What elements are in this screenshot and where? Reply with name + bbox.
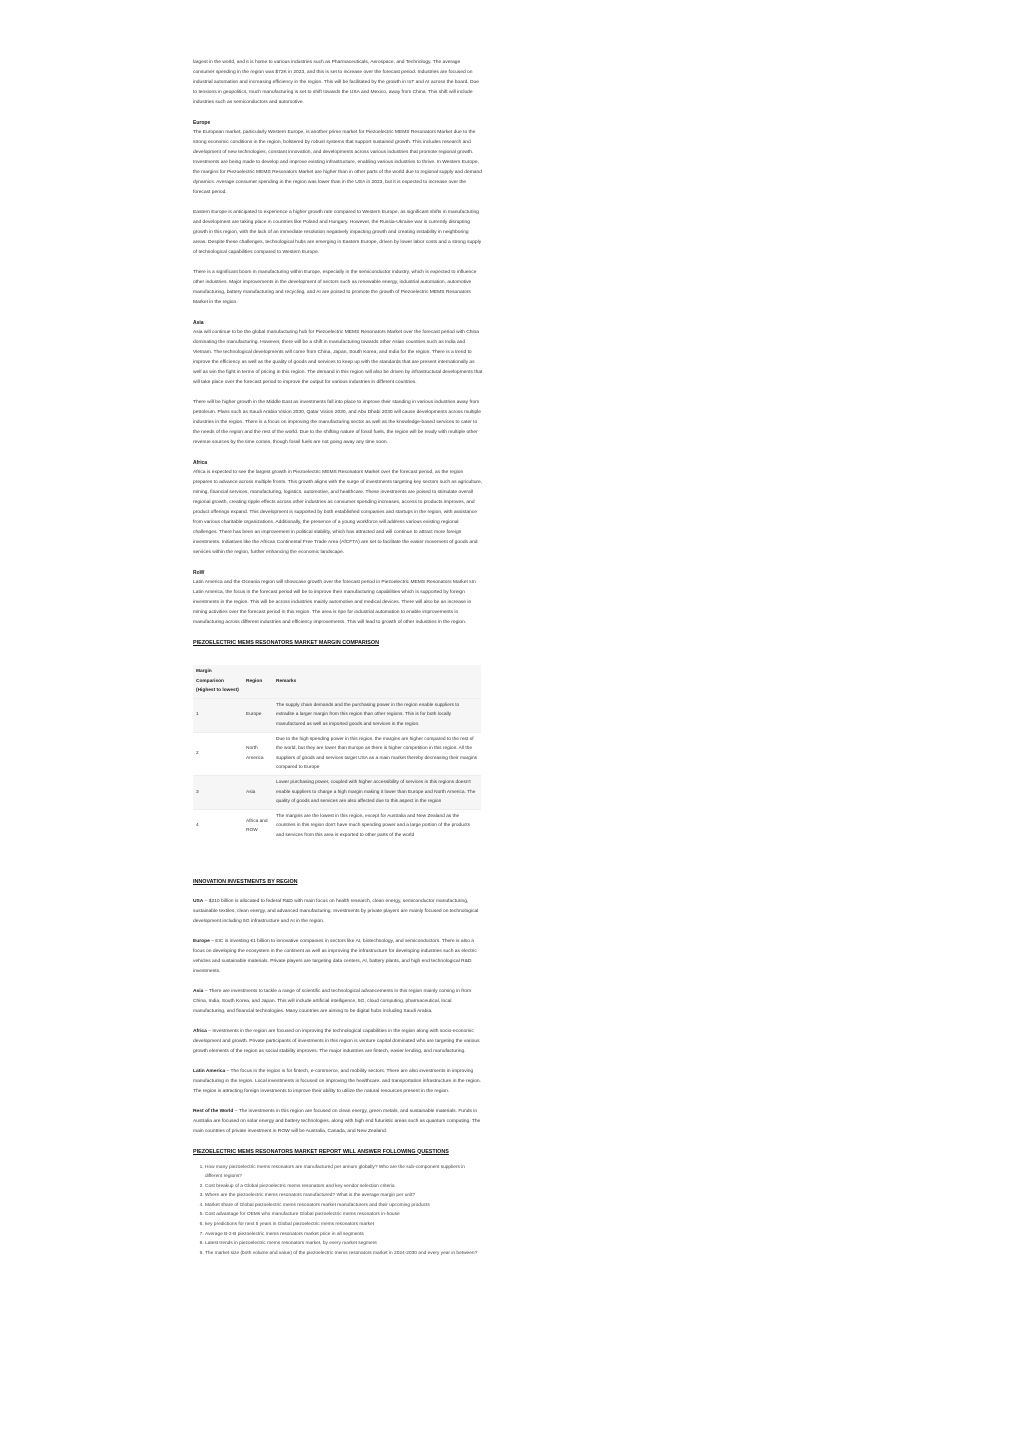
table-header-remarks: Remarks — [273, 665, 481, 698]
innovation-lead: Rest of the World — [193, 1108, 234, 1114]
table-header-region: Region — [243, 665, 273, 698]
table-cell-remarks: The supply chain demands and the purchasing power in the region enable suppliers to extradite a larger margin from this region than other regions. This is for both locally manufactured as well as imported goods and services in the region. — [273, 698, 481, 732]
margin-comparison-table — [193, 665, 481, 843]
innovation-rest-of-world-paragraph — [193, 1107, 483, 1137]
table-cell-region: Africa and ROW — [243, 809, 273, 842]
report-questions-title: PIEZOELECTRIC MEMS RESONATORS MARKET REPORT WILL ANSWER FOLLOWING QUESTIONS — [193, 1148, 449, 1155]
table-cell-region: Asia — [243, 775, 273, 809]
europe-heading: Europe — [193, 120, 211, 126]
row-paragraph: Latin America and the Oceania region will showcase growth over the forecast period in Piezoelectric MEMS Resonators Market sIn Latin America, the focus in the forecast period will be to improve their manufacturing capabilities which is supported by foreign investments in the region. This will be across industries mainly automotive and medical devices. There will also be an increase in mining activities over the forecast period in this region. The area is ripe for industrial automation to enable improvements in manufacturing across different industries and efficiency improvements. This will lead to growth of other industries in the region. — [193, 580, 476, 625]
innovation-asia-paragraph — [193, 987, 483, 1017]
innovation-text: – $210 billion is allocated to federal R&D with main focus on health research, clean energy, semiconductor manufacturing, sustainable textiles, clean energy, and advanced manufacturing. Investments by private players are mainly focused on technological development including 5G infrastructure and AI in the region. — [193, 898, 479, 924]
table-cell-rank: 2 — [193, 732, 243, 775]
list-item: 4. Market share of Global piezoelectric mems resonators market manufacturers and their upcoming products — [205, 1201, 483, 1211]
innovation-lead: Africa — [193, 1028, 207, 1034]
innovation-lead: Latin America — [193, 1068, 226, 1074]
list-item: 8. Latest trends in piezoelectric mems resonators market, by every market segment — [205, 1239, 483, 1249]
questions-list — [193, 1163, 483, 1259]
innovation-text: – Investments in the region are focused on improving the technological capabilities in the region along with socio-economic development and growth. Private participants of investments in this region is venture capital dominated who are targeting the various growth elements of the region as social stability improves. The major industries are fintech, easier lending, and manufacturing. — [193, 1028, 480, 1054]
table-header-row — [193, 665, 481, 698]
list-item: 1. How many piezoelectric mems resonators are manufactured per annum globally? Who are the sub-component suppliers in different regions? — [205, 1163, 483, 1182]
innovation-text: – The investments in this region are focused on clean energy, green metals, and sustainable materials. Funds in Australia are focused on solar energy and battery technologies, along with high end futuristic areas such as quantum computing. The main countries of private investment in ROW will be Australia, Canada, and New Zealand. — [193, 1108, 481, 1134]
list-item: 6. key predictions for next 5 years in Global piezoelectric mems resonators market — [205, 1220, 483, 1230]
asia-heading: Asia — [193, 320, 204, 326]
table-row — [193, 809, 481, 842]
table-cell-remarks: Lower purchasing power, coupled with higher accessibility of services in this regions doesn't enable suppliers to charge a high margin making it lower than Europe and North America. The quality of goods and services are also affected due to this aspect in the region — [273, 775, 481, 809]
table-row — [193, 775, 481, 809]
table-cell-rank: 3 — [193, 775, 243, 809]
margin-comparison-title: PIEZOELECTRIC MEMS RESONATORS MARKET MARGIN COMPARISON — [193, 640, 379, 646]
list-item: 7. Average B-2-B piezoelectric mems resonators market price in all segments — [205, 1230, 483, 1240]
table-header-margin: Margin Comparison (Highest to lowest) — [193, 665, 243, 698]
innovation-lead: Europe — [193, 938, 210, 944]
innovation-text: – EIC is investing €1 billion to innovative companies in sectors like AI, biotechnology, and semiconductors. There is also a focus on developing the ecosystem in the continent as well as improving the infrastructure for developing industries such as electric vehicles and sustainable materials. Private players are targeting data centers, AI, battery plants, and high end technological R&D investments. — [193, 938, 477, 974]
asia-paragraph-2: There will be higher growth in the Middle East as investments fall into place to improve their standing in various industries away from petroleum. Plans such as Saudi Arabia Vision 2030, Qatar Vision 2030, and Abu Dhabi 2030 will cause developments across multiple industries in the region. There is a focus on improving the manufacturing sector as well as the knowledge-based services to cater to the needs of the region and the rest of the world. Due to the shifting nature of fossil fuels, the region will be ready with multiple other revenue sources by the time comes, though fossil fuels are not going away any time soon. — [193, 400, 481, 445]
list-item: 2. Cost breakup of a Global piezoelectric mems resonators and key vendor selection criteria — [205, 1182, 483, 1192]
table-row — [193, 698, 481, 732]
innovation-investments-title: INNOVATION INVESTMENTS BY REGION — [193, 878, 298, 885]
asia-paragraph-1: Asia will continue to be the global manufacturing hub for Piezoelectric MEMS Resonators Market over the forecast period with China dominating the manufacturing. However, there will be a shift in manufacturing towards other Asian countries such as India and Vietnam. The technological developments will come from China, Japan, South Korea, and India for the region. There is a trend to improve the efficiency as well as the quality of goods and services to keep up with the standards that are present internationally as well as win the fight in terms of pricing in this region. The demand in this region will also be driven by infrastructural developments that will take place over the forecast period to improve the output for various industries in different countries. — [193, 330, 483, 385]
europe-paragraph-3: There is a significant boom in manufacturing within Europe, especially in the semiconductor industry, which is expected to influence other industries. Major improvements in the development of sectors such as renewable energy, industrial automation, automotive manufacturing, battery manufacturing and recycling, and AI are poised to promote the growth of Piezoelectric MEMS Resonators Market in the region. — [193, 270, 477, 305]
innovation-africa-paragraph — [193, 1027, 483, 1057]
africa-paragraph: Africa is expected to see the largest growth in Piezoelectric MEMS Resonators Market over the forecast period, as the region prepares to advance across multiple fronts. This growth aligns with the surge of investments targeting key sectors such as agriculture, mining, financial services, manufacturing, logistics, automotive, and healthcare. These investments are poised to stimulate overall regional growth, creating ripple effects across other industries as consumer spending increases, access to products improves, and product offerings expand. This development is supported by both established companies and startups in the region, with assistance from various charitable organizations. Additionally, the presence of a young workforce will address various existing regional challenges. There has been an improvement in political stability, which has attracted and will continue to attract more foreign investments. Initiatives like the African Continental Free Trade Area (AfCFTA) are set to facilitate the easier movement of goods and services within the region, further enhancing the economic landscape. — [193, 470, 483, 555]
usa-paragraph: largest in the world, and it is home to various industries such as Pharmaceuticals, Aerospace, and Technology. The average consumer spending in the region was $72K in 2023, and this is set to increase over the forecast period. Industries are focused on industrial automation and increasing efficiency in the region. This will be facilitated by the growth in IoT and AI across the board. Due to tensions in geopolitics, much manufacturing is set to shift towards the USA and Mexico, away from China. This shift will include industries such as semiconductors and automotive. — [193, 60, 479, 105]
table-row — [193, 732, 481, 775]
list-item: 9. The market size (both volume and value) of the piezoelectric mems resonators market in 2024-2030 and every year in between? — [205, 1249, 483, 1259]
list-item: 5. Cost advantage for OEMs who manufacture Global piezoelectric mems resonators in-house — [205, 1210, 483, 1220]
table-cell-remarks: Due to the high spending power in this region, the margins are higher compared to the rest of the world, but they are lower than Europe as there is higher competition in this region. All the suppliers of goods and services target USA as a main market thereby decreasing their margins compared to Europe — [273, 732, 481, 775]
innovation-europe-paragraph — [193, 937, 483, 977]
innovation-text: – There are investments to tackle a range of scientific and technological advancements in this region mainly coming in from China, India, South Korea, and Japan. This will include artificial intelligence, 5G, cloud computing, pharmaceutical, local manufacturing, and financial technologies. Many countries are aiming to be digital hubs including Saudi Arabia. — [193, 988, 472, 1014]
content-column — [193, 58, 483, 1258]
africa-heading: Africa — [193, 460, 208, 466]
table-cell-rank: 4 — [193, 809, 243, 842]
innovation-lead: Asia — [193, 988, 204, 994]
europe-paragraph-2: Eastern Europe is anticipated to experience a higher growth rate compared to Western Europe, as significant shifts in manufacturing and development are taking place in countries like Poland and Hungary. However, the Russia-Ukraine war is currently disrupting growth in this region, with the lack of an immediate resolution negatively impacting growth and creating instability in neighboring areas. Despite these challenges, technological hubs are emerging in Eastern Europe, driven by lower labor costs and a strong supply of technological capabilities compared to Western Europe. — [193, 210, 482, 255]
table-cell-region: Europe — [243, 698, 273, 732]
innovation-usa-paragraph — [193, 897, 483, 927]
innovation-text: – The focus in the region is for fintech, e-commerce, and mobility sectors. There are also investments in improving manufacturing in the region. Local investments is focused on improving the healthcare, and transportation infrastructure in the region. The region is attracting foreign investments to improve their ability to utilize the natural resources present in the region. — [193, 1068, 481, 1094]
list-item: 3. Where are the piezoelectric mems resonators manufactured? What is the average margin per unit? — [205, 1191, 483, 1201]
innovation-latin-america-paragraph — [193, 1067, 483, 1097]
table-cell-region: North America — [243, 732, 273, 775]
row-heading: RoW — [193, 570, 205, 576]
innovation-lead: USA — [193, 898, 204, 904]
table-cell-remarks: The margins are the lowest in this region, except for Australia and New Zealand as the countries in this region don't have much spending power and a large portion of the products and services from this area is exported to other parts of the world — [273, 809, 481, 842]
table-cell-rank: 1 — [193, 698, 243, 732]
europe-paragraph-1: The European market, particularly Western Europe, is another prime market for Piezoelectric MEMS Resonators Market due to the strong economic conditions in the region, bolstered by robust systems that support sustained growth. This includes research and development of new technologies, constant innovation, and developments across various industries that promote regional growth. Investments are being made to develop and improve existing infrastructure, enabling various industries to thrive. In Western Europe, the margins for Piezoelectric MEMS Resonators Market are higher than in other parts of the world due to regional supply and demand dynamics. Average consumer spending in the region was lower than in the USA in 2023, but it is expected to increase over the forecast period. — [193, 130, 482, 195]
